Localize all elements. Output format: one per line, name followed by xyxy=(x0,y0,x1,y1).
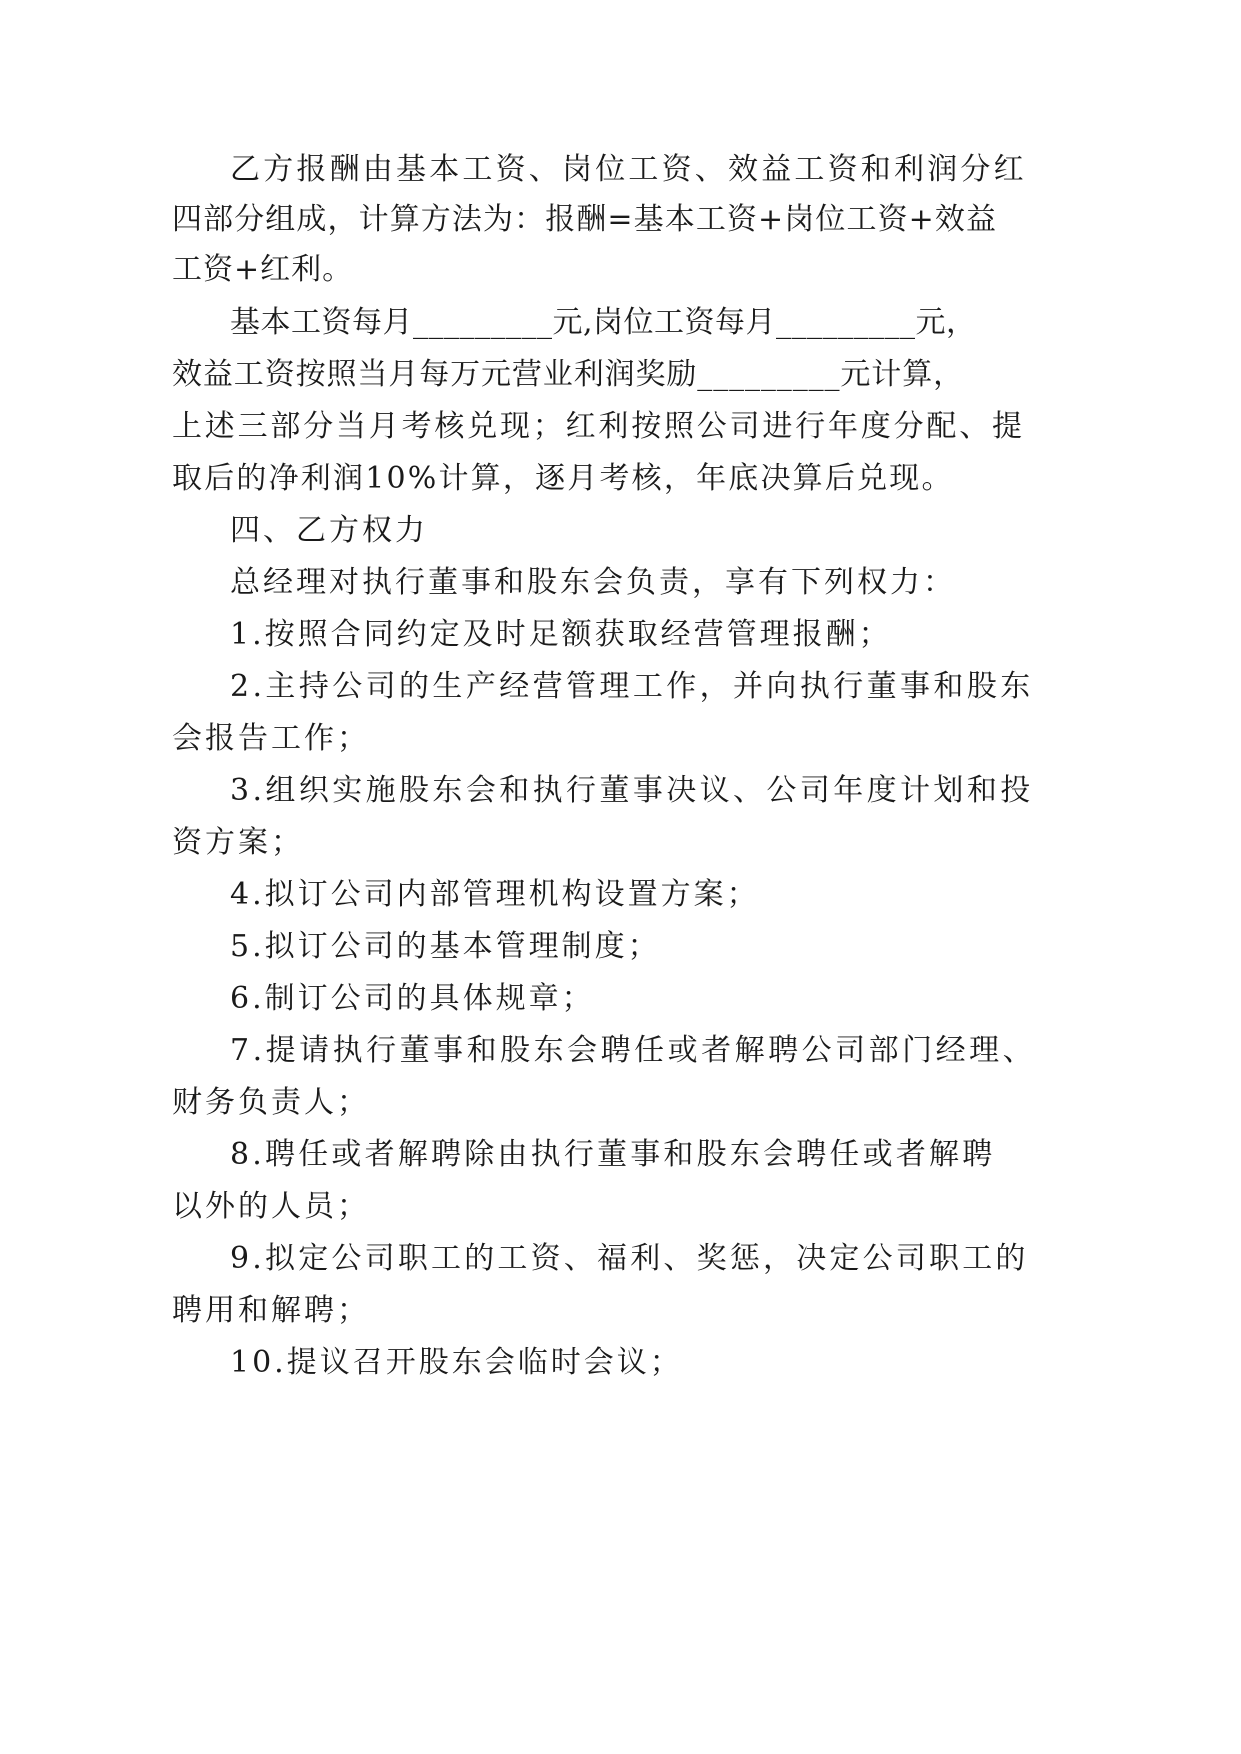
text-line: 基本工资每月_________元,岗位工资每月_________元， xyxy=(230,305,977,340)
text-line: 工资+红利。 xyxy=(172,252,354,287)
text-line: 会报告工作； xyxy=(172,721,370,756)
text-line: 总经理对执行董事和股东会负责，享有下列权力： xyxy=(230,565,956,600)
list-item: 10.提议召开股东会临时会议； xyxy=(230,1345,683,1380)
text-line: 四部分组成，计算方法为：报酬=基本工资+岗位工资+效益 xyxy=(172,202,998,237)
list-item: 7.提请执行董事和股东会聘任或者解聘公司部门经理、 xyxy=(230,1033,1037,1068)
list-item: 6.制订公司的具体规章； xyxy=(230,981,595,1016)
list-item: 1.按照合同约定及时足额获取经营管理报酬； xyxy=(230,617,892,652)
text-line: 财务负责人； xyxy=(172,1085,370,1120)
section-heading: 四、乙方权力 xyxy=(230,513,428,548)
text-line: 效益工资按照当月每万元营业利润奖励_________元计算， xyxy=(172,357,964,392)
list-item: 2.主持公司的生产经营管理工作，并向执行董事和股东 xyxy=(230,669,1034,704)
list-item: 9.拟定公司职工的工资、福利、奖惩，决定公司职工的 xyxy=(230,1241,1029,1276)
list-item: 4.拟订公司内部管理机构设置方案； xyxy=(230,877,760,912)
text-line: 聘用和解聘； xyxy=(172,1293,370,1328)
text-line: 上述三部分当月考核兑现；红利按照公司进行年度分配、提 xyxy=(172,409,1025,444)
list-item: 3.组织实施股东会和执行董事决议、公司年度计划和投 xyxy=(230,773,1034,808)
text-line: 资方案； xyxy=(172,825,304,860)
list-item: 5.拟订公司的基本管理制度； xyxy=(230,929,661,964)
list-item: 8.聘任或者解聘除由执行董事和股东会聘任或者解聘 xyxy=(230,1137,996,1172)
text-line: 乙方报酬由基本工资、岗位工资、效益工资和利润分红 xyxy=(230,152,1027,187)
text-line: 取后的净利润10%计算，逐月考核，年底决算后兑现。 xyxy=(172,461,954,496)
text-line: 以外的人员； xyxy=(172,1189,370,1224)
